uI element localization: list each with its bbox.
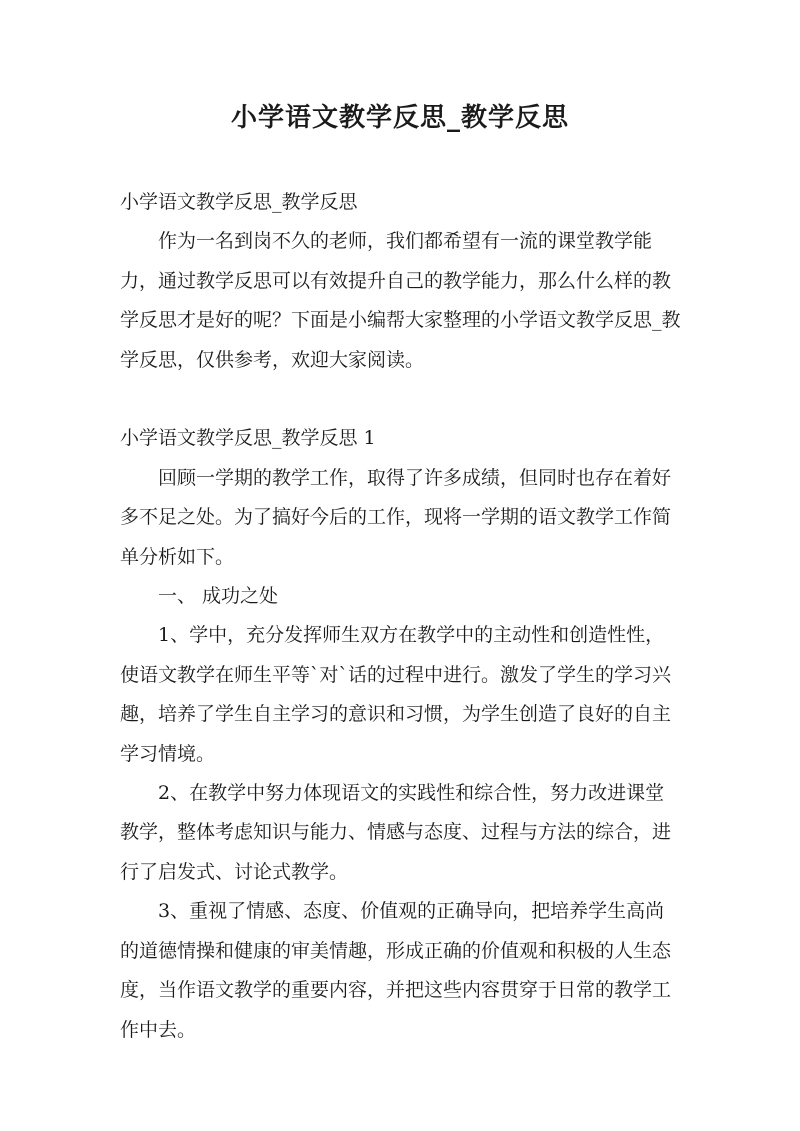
intro-paragraph: 作为一名到岗不久的老师，我们都希望有一流的课堂教学能力，通过教学反思可以有效提升自己的教学能力，那么什么样的教学反思才是好的呢？下面是小编帮大家整理的小学语文教学反思_教学反思，仅供参考，欢迎大家阅读。 [120,230,681,371]
document-title: 小学语文教学反思_教学反思 [230,103,569,133]
section1-heading: 小学语文教学反思_教学反思 1 [120,427,376,450]
paragraph-spacer [120,380,682,419]
item3-paragraph: 3、重视了情感、态度、价值观的正确导向，把培养学生高尚的道德情操和健康的审美情趣，形成正确的价值观和积极的人生态度，当作语文教学的重要内容，并把这些内容贯穿于日常的教学工作中去。 [120,900,672,1041]
section1-intro-paragraph: 回顾一学期的教学工作，取得了许多成绩，但同时也存在着好多不足之处。为了搞好今后的工作，现将一学期的语文教学工作简单分析如下。 [120,466,672,568]
document-body [120,183,682,1050]
subtitle-heading: 小学语文教学反思_教学反思 [120,191,358,213]
item2-paragraph: 2、在教学中努力体现语文的实践性和综合性，努力改进课堂教学，整体考虑知识与能力、情感与态度、过程与方法的综合，进行了启发式、讨论式教学。 [120,782,672,883]
item1-paragraph: 1、学中，充分发挥师生双方在教学中的主动性和创造性性，使语文教学在师生平等`对`话的过程中进行。激发了学生的学习兴趣，培养了学生自主学习的意识和习惯，为学生创造了良好的自主学习情境。 [120,624,672,765]
part1-heading: 一、 成功之处 [158,585,279,608]
